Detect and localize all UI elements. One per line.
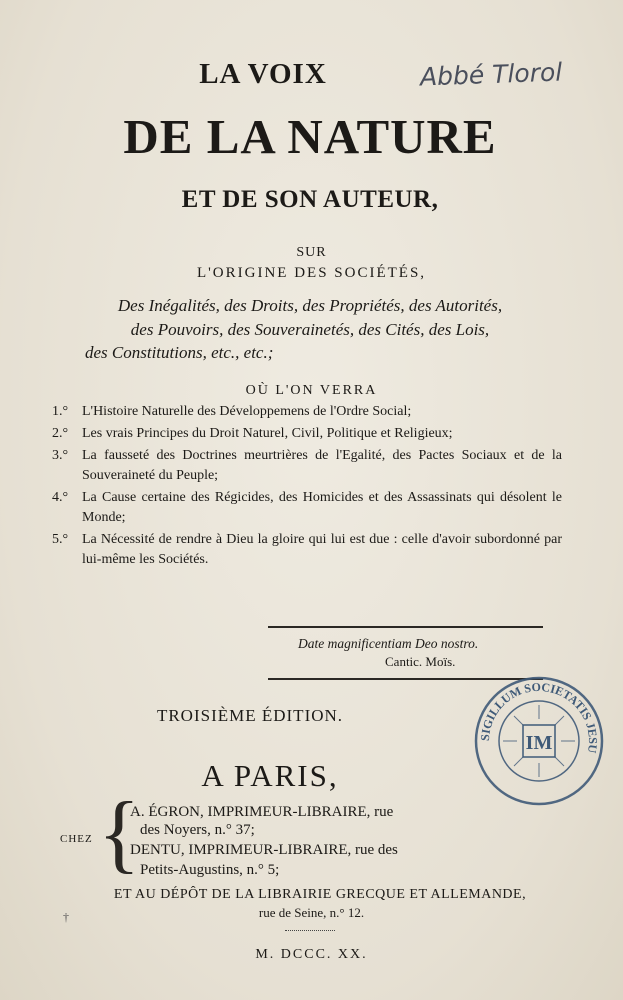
item-text: La Cause certaine des Régicides, des Homicides et des Assassinats qui désolent le Monde; (82, 490, 562, 525)
publisher-line-4: Petits-Augustins, n.° 5; (140, 862, 280, 878)
item-number: 3.° (52, 448, 69, 463)
list-item (52, 446, 562, 486)
brace-icon: { (98, 785, 141, 882)
subtitle-origine: L'ORIGINE DES SOCIÉTÉS, (196, 265, 427, 281)
handwritten-signature: Abbé Tlorol (419, 57, 563, 92)
item-number: 2.° (52, 426, 69, 441)
epigraph-source: Cantic. Moïs. (385, 654, 456, 669)
city: A PARIS, (201, 758, 339, 793)
subtitle-sur: SUR (296, 245, 327, 260)
rue-de-seine: rue de Seine, n.° 12. (258, 905, 365, 920)
item-number: 5.° (52, 532, 69, 547)
publication-date: M. DCCC. XX. (255, 947, 368, 962)
epigraph-text: Date magnificentiam Deo nostro. (298, 636, 479, 651)
list-item (52, 530, 562, 570)
title-line-1: LA VOIX (199, 58, 327, 90)
subtitle-italic-line-2: des Pouvoirs, des Souverainetés, des Cités, des Lois, (130, 320, 490, 339)
chez-label: CHEZ (60, 833, 93, 845)
item-text: La Nécessité de rendre à Dieu la gloire qui lui est due : celle d'avoir subordonné par lui-même les Sociétés. (82, 532, 562, 567)
edition: TROISIÈME ÉDITION. (156, 706, 344, 725)
stamp-monogram: IM (525, 732, 553, 754)
stamp-text: SIGILLUM SOCIETATIS JESU (477, 679, 601, 755)
subtitle-italic-line-3: des Constitutions, etc., etc.; (85, 343, 274, 362)
item-text: La fausseté des Doctrines meurtrières de l'Egalité, des Pactes Sociaux et de la Souveraineté du Peuple; (82, 448, 562, 483)
depot-line: ET AU DÉPÔT DE LA LIBRAIRIE GRECQUE ET ALLEMANDE, (113, 887, 527, 902)
margin-mark-icon: † (63, 910, 69, 924)
list-item (52, 488, 562, 528)
publisher-line-1: A. ÉGRON, IMPRIMEUR-LIBRAIRE, rue (130, 804, 394, 820)
divider-top (268, 626, 543, 628)
contents-list (52, 402, 562, 572)
list-item (52, 402, 562, 422)
item-text: Les vrais Principes du Droit Naturel, Civil, Politique et Religieux; (82, 426, 453, 441)
list-item (52, 424, 562, 444)
item-text: L'Histoire Naturelle des Développemens de l'Ordre Social; (82, 404, 412, 419)
ou-lon-verra: OÙ L'ON VERRA (245, 383, 378, 398)
publisher-line-2: des Noyers, n.° 37; (140, 822, 255, 838)
item-number: 1.° (52, 404, 69, 419)
publisher-line-3: DENTU, IMPRIMEUR-LIBRAIRE, rue des (130, 842, 398, 858)
ornament-rule (285, 930, 335, 934)
library-stamp (473, 675, 605, 807)
title-line-2: DE LA NATURE (123, 109, 497, 164)
subtitle-italic-line-1: Des Inégalités, des Droits, des Propriétés, des Autorités, (117, 296, 503, 315)
item-number: 4.° (52, 490, 69, 505)
title-line-3: ET DE SON AUTEUR, (181, 186, 439, 213)
